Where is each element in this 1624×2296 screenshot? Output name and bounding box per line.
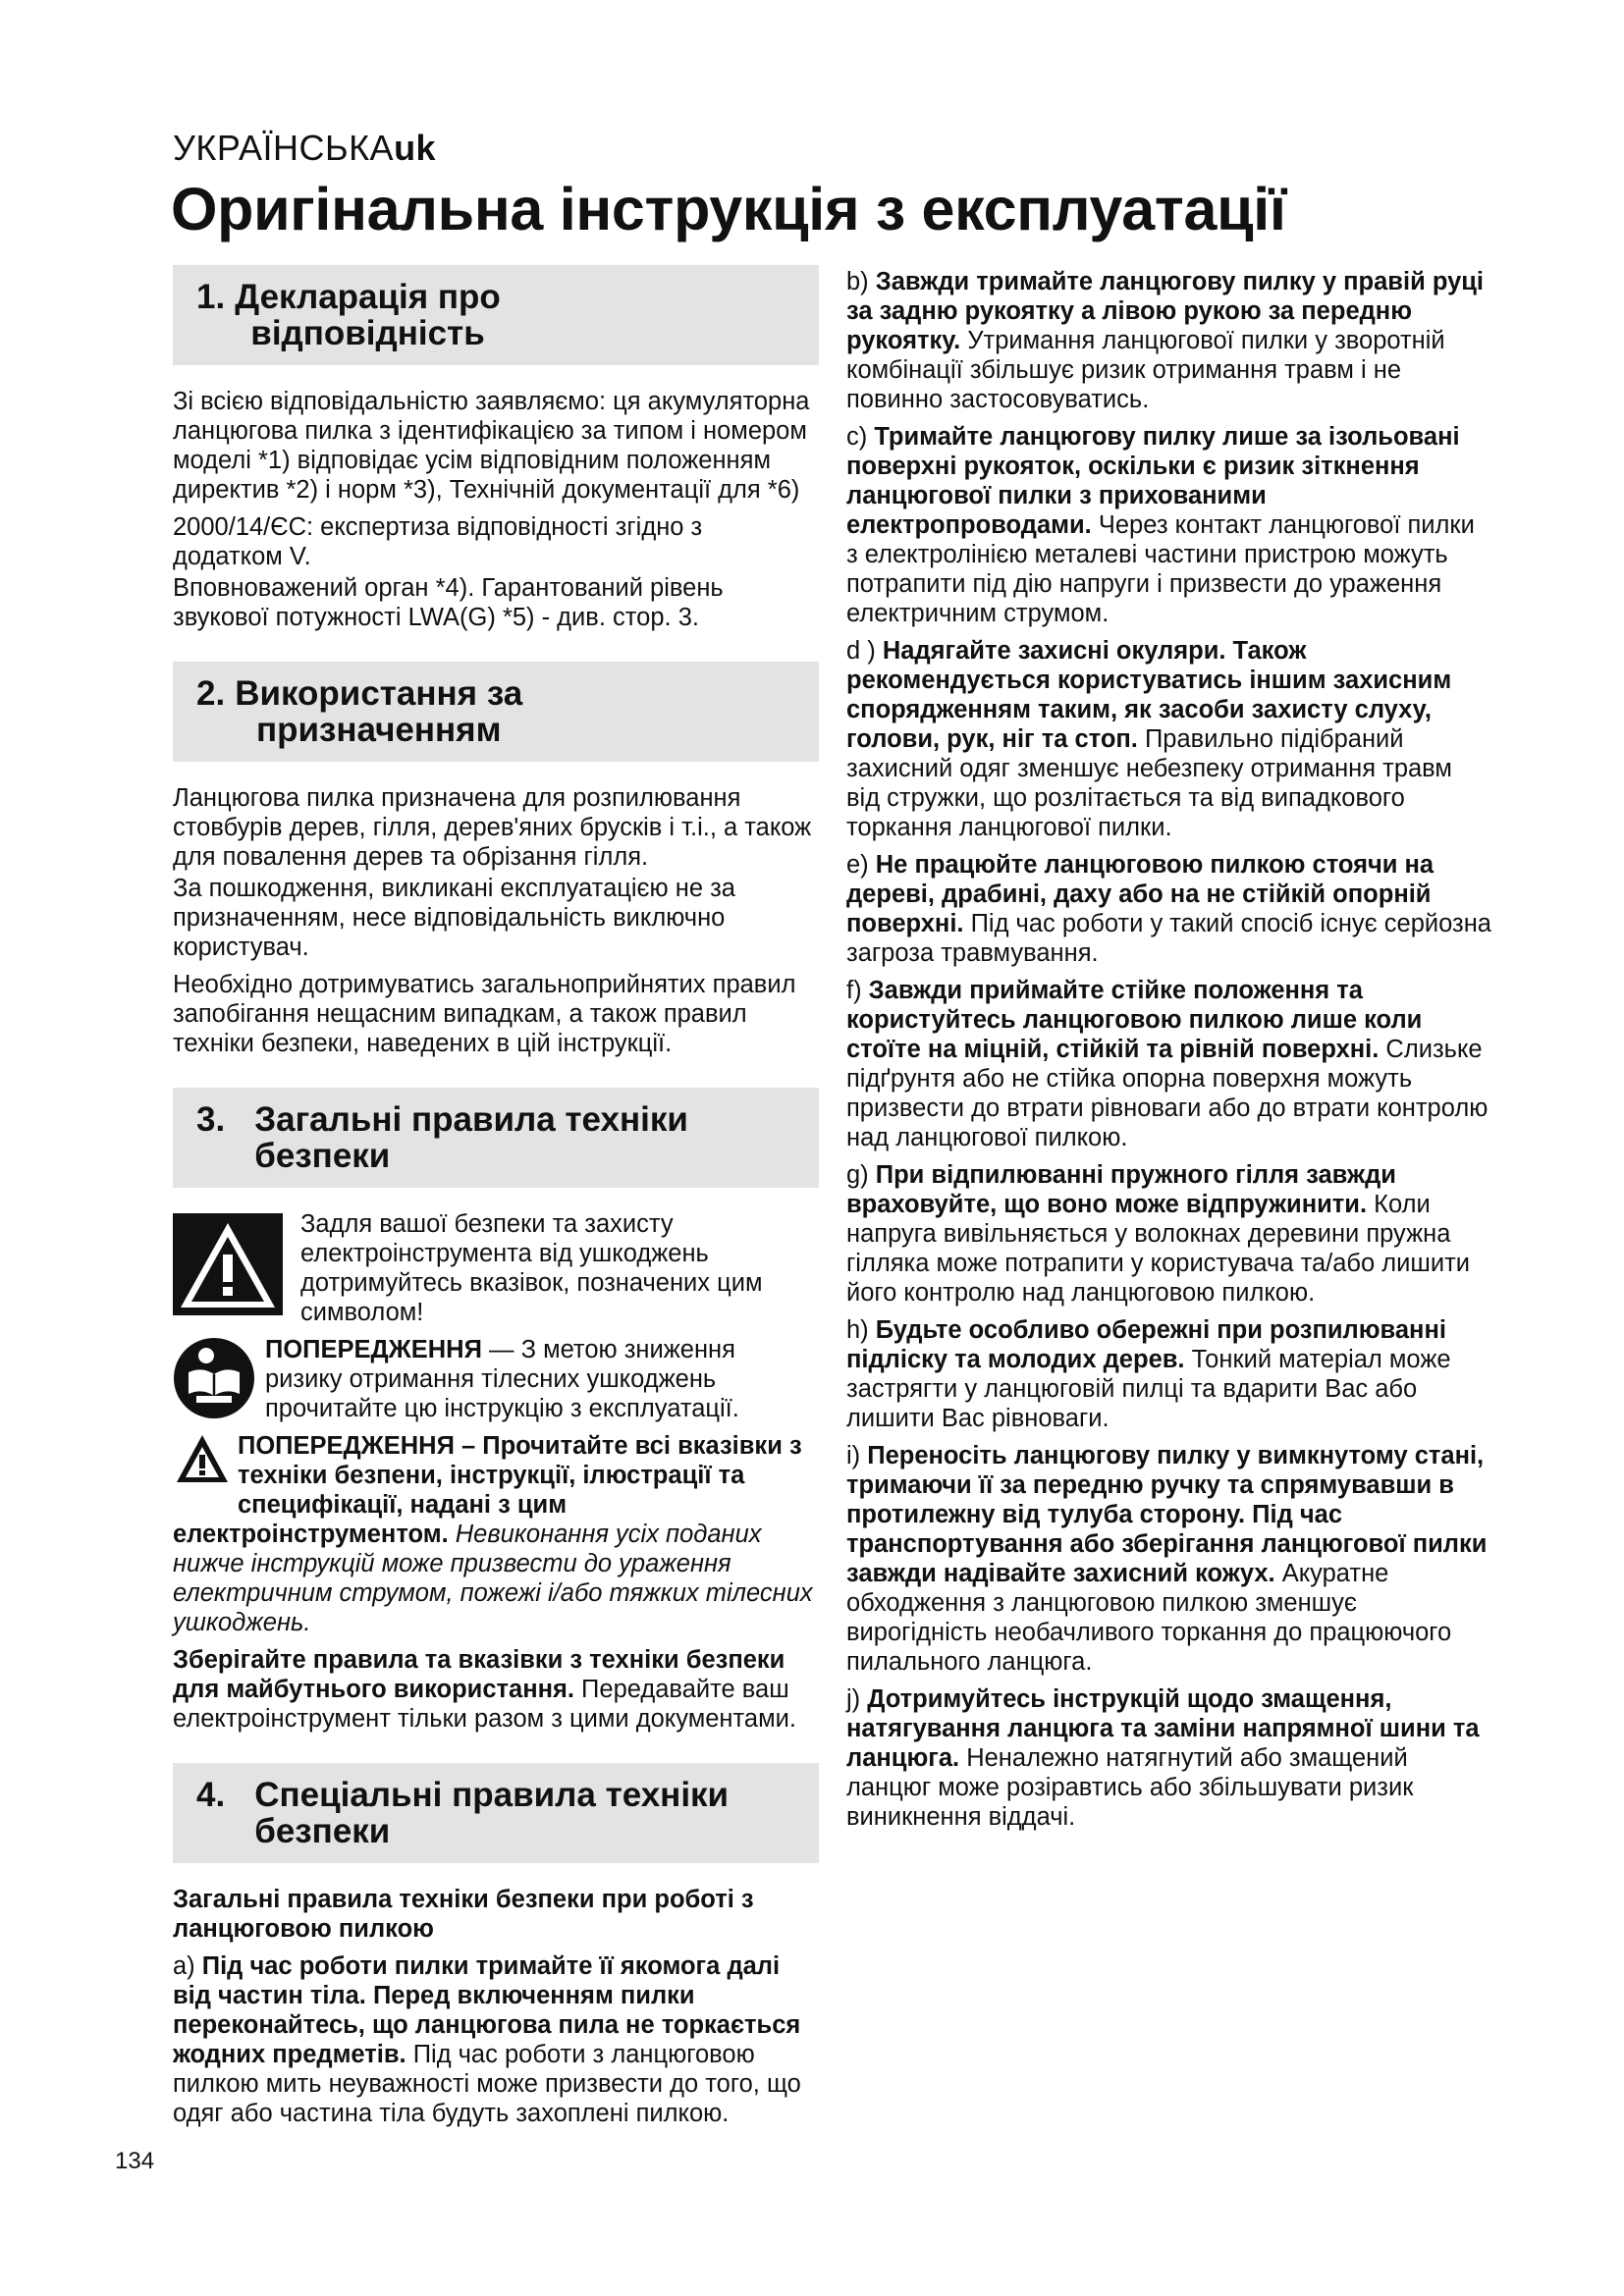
rule-text: Акуратне обходження з ланцюговою пилкою зменшує вирогідність необачливого торкання до працюючого пилального ланцюга. (846, 1560, 1452, 1676)
paragraph: Необхідно дотримуватись загальноприйнятих правил запобігання нещасним випадкам, а також правил техніки безпеки, наведених в цій інструкції. (173, 971, 796, 1057)
rule-label: f) (846, 977, 869, 1004)
section-title: Використання за призначенням (235, 674, 523, 749)
keep-text: Передавайте ваш електроінструмент тільки разом з цими документами. (173, 1676, 796, 1733)
section-number: 2. (196, 674, 226, 713)
rule-lead: Надягайте захисні окуляри. Також рекомендується користуватись іншим захисним спорядженням таким, як засоби захисту слуху, голови, рук, ніг та стоп. (846, 637, 1452, 753)
rule-lead: Тримайте ланцюгову пилку лише за ізольовані поверхні рукояток, оскільки є ризик зіткнення ланцюгової пилки з прихованими електропроводами. (846, 423, 1460, 539)
rule-i (846, 1441, 1492, 1677)
warning-triangle-icon (173, 1213, 283, 1315)
rule-lead: Дотримуйтесь інструкцій щодо змащення, натягування ланцюга та заміни напрямної шини та ланцюга. (846, 1685, 1480, 1772)
warning-paragraph (173, 1431, 819, 1637)
rule-text: Слизьке підґрунтя або не стійка опорна поверхня можуть призвести до втрати рівноваги або до втрати контролю над ланцюгової пилкою. (846, 1036, 1489, 1151)
section-number: 1. (196, 278, 226, 316)
manual-warning (173, 1335, 819, 1423)
right-column (846, 267, 1492, 1840)
rule-text: Неналежно натягнутий або змащений ланцюг може розіравтись або збільшувати ризик виникнення віддачі. (846, 1744, 1414, 1831)
rule-d (846, 636, 1492, 842)
rule-lead: При відпилюванні пружного гілля завжди враховуйте, що воно може відпружинити. (846, 1161, 1396, 1218)
safety-symbol-note (173, 1209, 819, 1327)
warning-text: — З метою зниження ризику отримання тілесних ушкоджень прочитайте цю інструкцію з експлуатації. (265, 1336, 739, 1422)
rule-e (846, 850, 1492, 968)
rule-h (846, 1315, 1492, 1433)
paragraph: Зі всією відповідальністю заявляємо: ця акумуляторна ланцюгова пилка з ідентифікацією за типом і номером моделі *1) відповідає усім відповідним положенням директив *2) і норм *3), Технічній документації для *6) (173, 388, 810, 504)
rule-lead: Не працюйте ланцюговою пилкою стоячи на дереві, драбині, даху або на не стійкій опорній поверхні. (846, 851, 1435, 937)
page-title: Оригінальна інструкція з експлуатації (171, 176, 1286, 242)
warning-lead: ПОПЕРЕДЖЕННЯ – Прочитайте всі вказівки з техніки безпени, інструкції, ілюстрації та специфікації, надані з цим електроінструментом. (173, 1432, 802, 1548)
rule-g (846, 1160, 1492, 1308)
language-label (173, 128, 436, 169)
section-title: Спеціальні правила техніки безпеки (254, 1776, 730, 1850)
rule-label: b) (846, 268, 876, 295)
paragraph: Ланцюгова пилка призначена для розпилювання стовбурів дерев, гілля, дерев'яних брусків і т.і., а також для повалення дерев та обрізання гілля. (173, 784, 812, 871)
rule-f (846, 976, 1492, 1152)
rule-text: Під час роботи з ланцюговою пилкою мить неуважності може призвести до того, що одяг або частина тіла будуть захоплені пилкою. (173, 2041, 801, 2127)
rule-lead: Переносіть ланцюгову пилку у вимкнутому стані, тримаючи її за передню ручку та спрямувавши в протилежну від тулуба сторону. Під час транспортування або зберігання ланцюгової пилки завжди надівайте захисний кожух. (846, 1442, 1488, 1587)
section-title: Загальні правила техніки безпеки (254, 1100, 688, 1175)
rule-lead: Завжди приймайте стійке положення та користуйтесь ланцюговою пилкою лише коли стоїте на міцній, стійкій та рівній поверхні. (846, 977, 1423, 1063)
paragraph (173, 1645, 819, 1734)
rule-text: Утримання ланцюгової пилки у зворотній комбінації збільшує ризик отримання травм і не повинно застосовуватись. (846, 327, 1445, 413)
rule-text: Правильно підібраний захисний одяг зменшує небезпеку отримання травм від стружки, що розлітається та від випадкового торкання ланцюгової пилки. (846, 725, 1452, 841)
page-number: 134 (115, 2148, 155, 2174)
section-number: 3. (196, 1100, 226, 1139)
subheading: Загальні правила техніки безпеки при роботі з ланцюговою пилкою (173, 1886, 754, 1943)
paragraph: Вповноважений орган *4). Гарантований рівень звукової потужності LWA(G) *5) - див. стор. 3. (173, 574, 724, 631)
rule-lead: Будьте особливо обережні при розпилюванні підліску та молодих дерев. (846, 1316, 1446, 1373)
rule-text: Через контакт ланцюгової пилки з електролінією металеві частини пристрою можуть потрапити під дію напруги і призвести до ураження електричним струмом. (846, 511, 1475, 627)
language-code: uk (394, 128, 437, 168)
section-1-header (173, 265, 819, 365)
rule-label: d ) (846, 637, 883, 665)
rule-lead: Під час роботи пилки тримайте її якомога далі від частин тіла. Перед включенням пилки переконайтесь, що ланцюгова пила не торкається жодних предметів. (173, 1952, 801, 2068)
section-number: 4. (196, 1776, 226, 1814)
read-manual-icon (173, 1337, 255, 1419)
rule-lead: Завжди тримайте ланцюгову пилку у правій руці за задню рукоятку а лівою рукою за передню рукоятку. (846, 268, 1485, 354)
keep-lead: Зберігайте правила та вказівки з техніки безпеки для майбутнього використання. (173, 1646, 785, 1703)
paragraph: За пошкодження, викликані експлуатацією не за призначенням, несе відповідальність виключно користувач. (173, 875, 735, 961)
section-title: Декларація про відповідність (235, 278, 501, 352)
language-name: УКРАЇНСЬКА (173, 128, 395, 168)
section-3-header (173, 1088, 819, 1188)
rule-label: g) (846, 1161, 876, 1189)
section-4-header (173, 1763, 819, 1863)
rule-j (846, 1684, 1492, 1832)
section-2-header (173, 662, 819, 762)
paragraph: Задля вашої безпеки та захисту електроінструмента від ушкоджень дотримуйтесь вказівок, позначених цим символом! (300, 1210, 763, 1326)
warning-italic: Невиконання усіх поданих нижче інструкцій може призвести до ураження електричним струмом, пожежі і/або тяжких тілесних ушкоджень. (173, 1521, 813, 1636)
rule-text: Під час роботи у такий спосіб існує серйозна загроза травмування. (846, 910, 1491, 967)
warning-label: ПОПЕРЕДЖЕННЯ (265, 1336, 482, 1363)
rule-label: e) (846, 851, 876, 879)
paragraph (265, 1335, 819, 1423)
rule-b (846, 267, 1492, 414)
left-column (173, 265, 819, 2136)
rule-c (846, 422, 1492, 628)
rule-text: Коли напруга вивільняється у волокнах деревини пружна гілляка може потрапити у користувача та/або лишити його контролю над ланцюговою пилкою. (846, 1191, 1471, 1307)
rule-a (173, 1951, 819, 2128)
rule-label: i) (846, 1442, 868, 1469)
paragraph: 2000/14/ЄС: експертиза відповідності згідно з додатком V. (173, 513, 703, 570)
rule-label: c) (846, 423, 875, 451)
rule-label: h) (846, 1316, 876, 1344)
small-warning-icon (175, 1433, 230, 1491)
rule-label: a) (173, 1952, 202, 1980)
rule-label: j) (846, 1685, 868, 1713)
rule-text: Тонкий матеріал може застрягти у ланцюговій пилці та вдарити Вас або лишити Вас рівноваги. (846, 1346, 1451, 1432)
